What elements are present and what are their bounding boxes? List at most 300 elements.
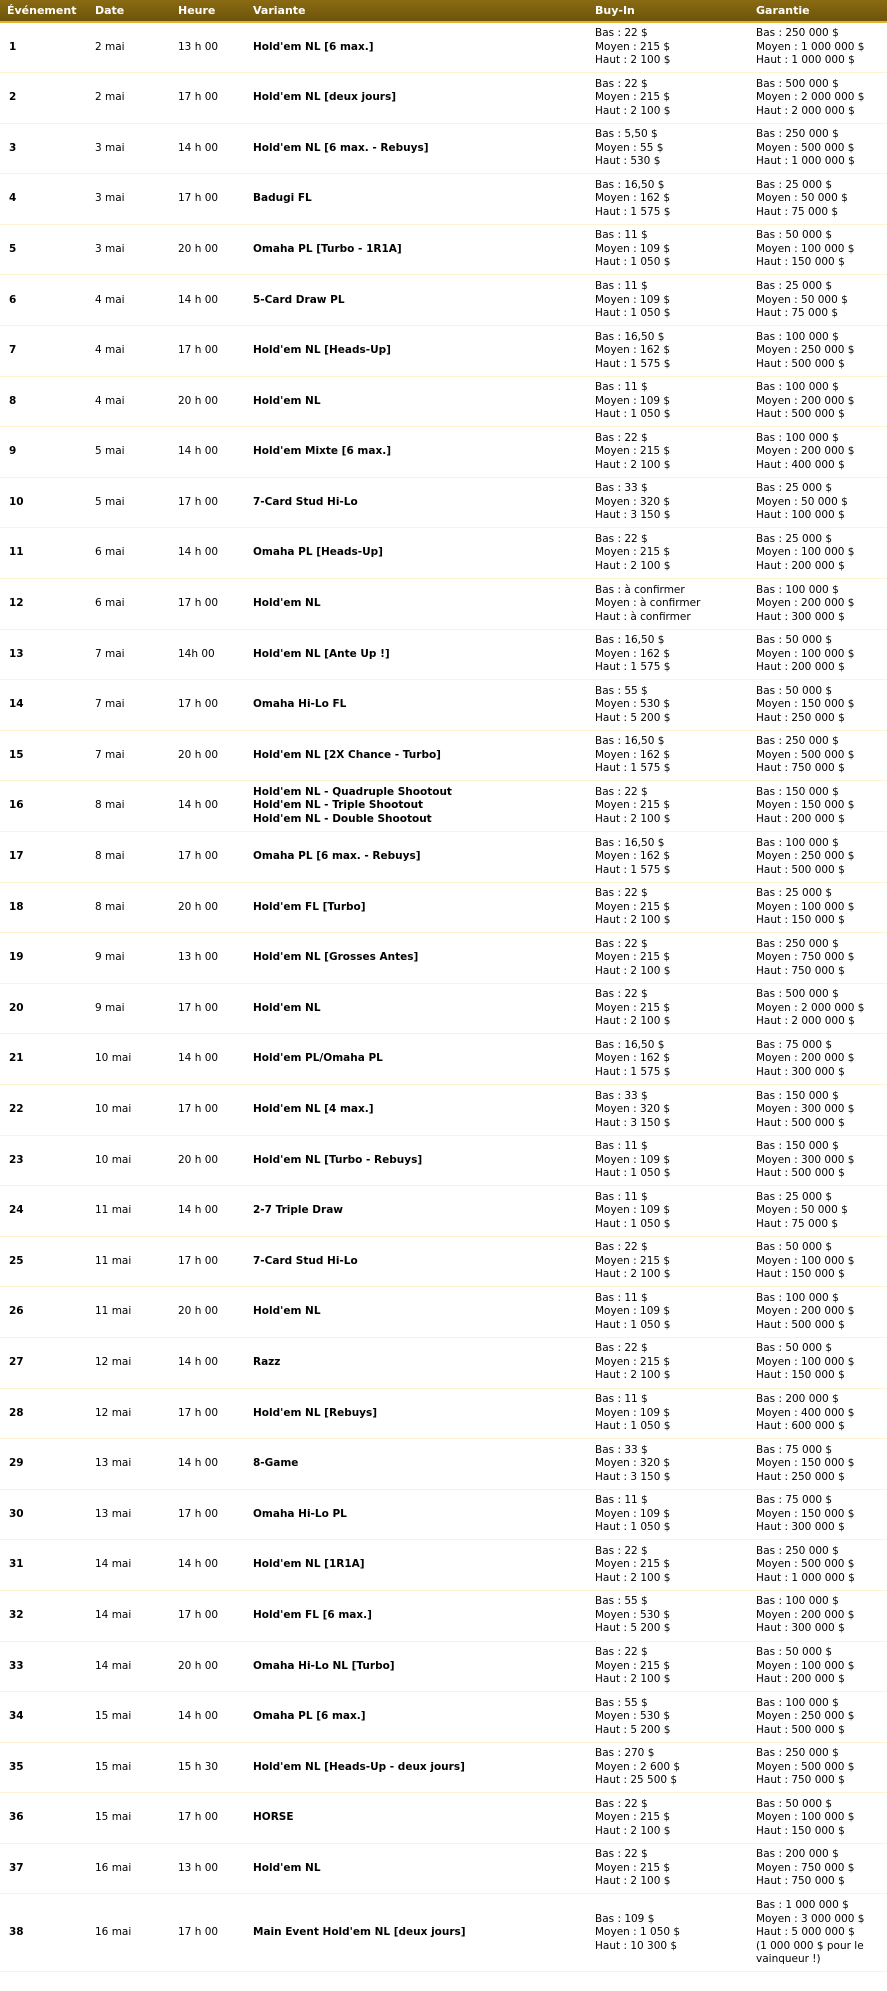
event-variant: [246, 73, 588, 124]
event-buyin-line: Haut : 1 050 $: [595, 307, 671, 320]
event-buyin: [588, 1236, 749, 1287]
event-guarantee-line: Bas : 50 000 $: [756, 229, 833, 242]
event-guarantee-line: Bas : 75 000 $: [756, 1443, 833, 1456]
event-variant: [246, 1337, 588, 1388]
event-guarantee-line: Moyen : 750 000 $: [756, 951, 855, 964]
event-date: 14 mai: [88, 1540, 171, 1591]
event-guarantee-line: Moyen : 100 000 $: [756, 242, 855, 255]
event-variant-line: 5-Card Draw PL: [253, 293, 345, 306]
event-guarantee: [749, 1540, 887, 1591]
event-buyin: [588, 579, 749, 630]
event-date: 12 mai: [88, 1388, 171, 1439]
event-date: 7 mai: [88, 730, 171, 781]
event-number: 20: [0, 983, 88, 1034]
event-time: 14 h 00: [171, 781, 246, 832]
event-time: 17 h 00: [171, 1894, 246, 1972]
event-guarantee-line: Moyen : 200 000 $: [756, 597, 855, 610]
event-number: 22: [0, 1084, 88, 1135]
event-buyin-line: Bas : 55 $: [595, 684, 648, 697]
table-row: [0, 1337, 887, 1388]
event-buyin-line: Moyen : 320 $: [595, 495, 671, 508]
event-buyin-line: Haut : 5 200 $: [595, 711, 671, 724]
event-variant: [246, 1894, 588, 1972]
table-row: [0, 730, 887, 781]
event-date: 14 mai: [88, 1590, 171, 1641]
event-guarantee-line: Haut : 500 000 $: [756, 1318, 845, 1331]
table-row: [0, 1084, 887, 1135]
event-buyin-line: Haut : 2 100 $: [595, 1824, 671, 1837]
event-buyin-line: Moyen : 162 $: [595, 344, 671, 357]
event-buyin-line: Moyen : 1 050 $: [595, 1926, 681, 1939]
event-variant: [246, 326, 588, 377]
event-variant-line: Hold'em NL [Turbo - Rebuys]: [253, 1153, 423, 1166]
event-guarantee-line: Bas : 50 000 $: [756, 1797, 833, 1810]
event-buyin: [588, 275, 749, 326]
event-buyin-line: Haut : 2 100 $: [595, 1673, 671, 1686]
event-guarantee-line: Bas : 50 000 $: [756, 634, 833, 647]
event-buyin: [588, 1894, 749, 1972]
event-guarantee-line: Moyen : 50 000 $: [756, 192, 848, 205]
event-guarantee-line: Bas : 500 000 $: [756, 988, 839, 1001]
event-guarantee-line: Moyen : 250 000 $: [756, 344, 855, 357]
event-date: 3 mai: [88, 224, 171, 275]
event-number: 7: [0, 326, 88, 377]
event-guarantee: [749, 1489, 887, 1540]
event-buyin-line: Moyen : 530 $: [595, 1608, 671, 1621]
event-date: 4 mai: [88, 326, 171, 377]
event-number: 30: [0, 1489, 88, 1540]
table-row: [0, 933, 887, 984]
event-buyin-line: Bas : 22 $: [595, 431, 648, 444]
event-buyin: [588, 326, 749, 377]
event-buyin-line: Bas : 11 $: [595, 1291, 648, 1304]
event-number: 12: [0, 579, 88, 630]
event-buyin-line: Haut : 3 150 $: [595, 1470, 671, 1483]
event-variant-line: Omaha PL [Heads-Up]: [253, 546, 383, 559]
event-variant-line: Hold'em NL: [253, 1861, 321, 1874]
event-guarantee-line: Haut : 150 000 $: [756, 1268, 845, 1281]
event-buyin-line: Bas : 11 $: [595, 1140, 648, 1153]
table-header-row: [0, 0, 887, 22]
event-buyin-line: Bas : 11 $: [595, 280, 648, 293]
event-guarantee-line: Bas : 500 000 $: [756, 77, 839, 90]
event-buyin-line: Haut : 1 050 $: [595, 408, 671, 421]
event-time: 20 h 00: [171, 882, 246, 933]
table-row: [0, 224, 887, 275]
event-buyin: [588, 123, 749, 174]
event-time: 17 h 00: [171, 1084, 246, 1135]
event-number: 35: [0, 1742, 88, 1793]
event-buyin-line: Bas : 22 $: [595, 77, 648, 90]
event-buyin: [588, 1742, 749, 1793]
table-row: [0, 1742, 887, 1793]
event-buyin-line: Bas : 11 $: [595, 381, 648, 394]
event-time: 14 h 00: [171, 123, 246, 174]
event-time: 14 h 00: [171, 275, 246, 326]
event-guarantee: [749, 1084, 887, 1135]
event-buyin-line: Bas : 22 $: [595, 1797, 648, 1810]
event-buyin-line: Haut : 1 575 $: [595, 762, 671, 775]
event-guarantee-line: Moyen : 100 000 $: [756, 1254, 855, 1267]
header-variant: Variante: [246, 0, 588, 22]
event-buyin-line: Moyen : 109 $: [595, 1305, 671, 1318]
event-variant-line: Hold'em NL: [253, 1001, 321, 1014]
event-buyin-line: Moyen : à confirmer: [595, 597, 701, 610]
event-variant: [246, 730, 588, 781]
event-guarantee-line: Bas : 250 000 $: [756, 937, 839, 950]
event-buyin: [588, 1337, 749, 1388]
event-buyin-line: Haut : 530 $: [595, 155, 661, 168]
event-buyin: [588, 73, 749, 124]
event-buyin-line: Haut : 3 150 $: [595, 509, 671, 522]
event-variant: [246, 933, 588, 984]
event-variant: [246, 781, 588, 832]
event-date: 2 mai: [88, 22, 171, 73]
event-guarantee-line: Bas : 25 000 $: [756, 532, 833, 545]
event-buyin-line: Haut : 2 100 $: [595, 458, 671, 471]
event-date: 10 mai: [88, 1135, 171, 1186]
event-variant: [246, 1793, 588, 1844]
event-date: 16 mai: [88, 1843, 171, 1894]
event-date: 9 mai: [88, 983, 171, 1034]
event-guarantee: [749, 528, 887, 579]
event-variant-line: Hold'em NL - Triple Shootout: [253, 799, 424, 812]
event-guarantee-line: Bas : 150 000 $: [756, 1089, 839, 1102]
event-buyin: [588, 1641, 749, 1692]
event-guarantee-line: Bas : 100 000 $: [756, 1696, 839, 1709]
event-buyin-line: Moyen : 109 $: [595, 1507, 671, 1520]
event-guarantee-line: Bas : 1 000 000 $: [756, 1899, 849, 1912]
event-variant: [246, 1742, 588, 1793]
table-row: [0, 73, 887, 124]
event-guarantee-line: Haut : 500 000 $: [756, 863, 845, 876]
event-guarantee: [749, 832, 887, 883]
event-buyin-line: Moyen : 215 $: [595, 445, 671, 458]
event-buyin-line: Moyen : 109 $: [595, 1153, 671, 1166]
event-buyin-line: Moyen : 162 $: [595, 748, 671, 761]
event-time: 14 h 00: [171, 427, 246, 478]
event-guarantee-line: Haut : 600 000 $: [756, 1420, 845, 1433]
event-buyin-line: Haut : 1 050 $: [595, 1521, 671, 1534]
event-buyin: [588, 376, 749, 427]
event-buyin-line: Haut : 10 300 $: [595, 1939, 678, 1952]
event-guarantee: [749, 1894, 887, 1972]
event-buyin-line: Moyen : 215 $: [595, 1001, 671, 1014]
event-guarantee-line: Moyen : 2 000 000 $: [756, 1001, 865, 1014]
event-guarantee: [749, 781, 887, 832]
event-guarantee-line: Moyen : 500 000 $: [756, 1558, 855, 1571]
event-guarantee-line: Moyen : 100 000 $: [756, 546, 855, 559]
event-guarantee: [749, 1186, 887, 1237]
event-time: 14 h 00: [171, 528, 246, 579]
event-variant: [246, 1540, 588, 1591]
event-time: 17 h 00: [171, 579, 246, 630]
event-guarantee-line: Haut : 750 000 $: [756, 1875, 845, 1888]
event-buyin-line: Haut : 2 100 $: [595, 914, 671, 927]
table-row: [0, 1540, 887, 1591]
event-guarantee-line: Haut : 300 000 $: [756, 610, 845, 623]
event-variant-line: Hold'em FL [Turbo]: [253, 900, 366, 913]
event-buyin-line: Bas : 22 $: [595, 937, 648, 950]
event-time: 17 h 00: [171, 73, 246, 124]
event-guarantee-line: Bas : 75 000 $: [756, 1494, 833, 1507]
event-number: 13: [0, 629, 88, 680]
event-buyin: [588, 1439, 749, 1490]
event-number: 5: [0, 224, 88, 275]
event-time: 13 h 00: [171, 22, 246, 73]
event-guarantee-line: Haut : 500 000 $: [756, 357, 845, 370]
event-date: 4 mai: [88, 275, 171, 326]
event-buyin-line: Bas : 22 $: [595, 887, 648, 900]
event-variant: [246, 22, 588, 73]
event-date: 16 mai: [88, 1894, 171, 1972]
table-row: [0, 427, 887, 478]
event-guarantee: [749, 1590, 887, 1641]
event-guarantee-line: Moyen : 150 000 $: [756, 698, 855, 711]
event-buyin-line: Moyen : 320 $: [595, 1457, 671, 1470]
event-variant-line: Omaha PL [Turbo - 1R1A]: [253, 242, 402, 255]
event-variant-line: Hold'em NL [1R1A]: [253, 1558, 365, 1571]
event-guarantee: [749, 123, 887, 174]
event-time: 20 h 00: [171, 224, 246, 275]
event-guarantee-line: Moyen : 300 000 $: [756, 1153, 855, 1166]
event-buyin: [588, 477, 749, 528]
table-row: [0, 326, 887, 377]
event-number: 38: [0, 1894, 88, 1972]
event-buyin-line: Moyen : 162 $: [595, 1052, 671, 1065]
event-guarantee-line: Bas : 25 000 $: [756, 482, 833, 495]
event-variant-line: Omaha Hi-Lo FL: [253, 698, 347, 711]
event-time: 20 h 00: [171, 1641, 246, 1692]
table-row: [0, 275, 887, 326]
event-time: 17 h 00: [171, 1236, 246, 1287]
event-number: 18: [0, 882, 88, 933]
event-guarantee: [749, 224, 887, 275]
event-buyin-line: Bas : 11 $: [595, 1393, 648, 1406]
event-variant: [246, 1084, 588, 1135]
event-buyin-line: Haut : 1 575 $: [595, 661, 671, 674]
event-guarantee-line: Moyen : 200 000 $: [756, 445, 855, 458]
event-guarantee-line: Moyen : 2 000 000 $: [756, 91, 865, 104]
event-guarantee-line: Bas : 25 000 $: [756, 178, 833, 191]
event-guarantee-line: Haut : 150 000 $: [756, 1824, 845, 1837]
event-number: 29: [0, 1439, 88, 1490]
event-guarantee: [749, 882, 887, 933]
event-date: 7 mai: [88, 629, 171, 680]
event-variant-line: Hold'em NL [Ante Up !]: [253, 647, 390, 660]
event-variant-line: HORSE: [253, 1811, 294, 1824]
table-row: [0, 1489, 887, 1540]
event-time: 14 h 00: [171, 1186, 246, 1237]
event-time: 17 h 00: [171, 1590, 246, 1641]
table-row: [0, 781, 887, 832]
event-buyin: [588, 933, 749, 984]
event-variant: [246, 1692, 588, 1743]
event-guarantee-line: Haut : 500 000 $: [756, 1723, 845, 1736]
event-buyin: [588, 1135, 749, 1186]
event-number: 10: [0, 477, 88, 528]
event-date: 7 mai: [88, 680, 171, 731]
event-time: 20 h 00: [171, 1287, 246, 1338]
event-guarantee-line: Bas : 250 000 $: [756, 735, 839, 748]
event-variant: [246, 1439, 588, 1490]
event-buyin: [588, 1287, 749, 1338]
event-buyin-line: Bas : 22 $: [595, 532, 648, 545]
table-row: [0, 1034, 887, 1085]
event-number: 19: [0, 933, 88, 984]
table-row: [0, 680, 887, 731]
event-number: 1: [0, 22, 88, 73]
event-variant-line: Omaha Hi-Lo NL [Turbo]: [253, 1659, 395, 1672]
event-guarantee: [749, 983, 887, 1034]
event-buyin-line: Moyen : 215 $: [595, 40, 671, 53]
event-date: 3 mai: [88, 123, 171, 174]
event-guarantee-line: Bas : 250 000 $: [756, 1544, 839, 1557]
event-variant: [246, 983, 588, 1034]
event-buyin-line: Bas : 5,50 $: [595, 128, 658, 141]
event-buyin-line: Haut : 1 575 $: [595, 357, 671, 370]
event-variant-line: Hold'em NL [deux jours]: [253, 91, 397, 104]
event-buyin-line: Moyen : 215 $: [595, 1811, 671, 1824]
event-variant: [246, 1186, 588, 1237]
event-buyin-line: Moyen : 109 $: [595, 293, 671, 306]
table-row: [0, 1894, 887, 1972]
event-buyin-line: Moyen : 530 $: [595, 698, 671, 711]
event-number: 34: [0, 1692, 88, 1743]
table-row: [0, 1439, 887, 1490]
event-date: 11 mai: [88, 1236, 171, 1287]
event-guarantee-line: Haut : 200 000 $: [756, 1673, 845, 1686]
event-buyin-line: Haut : 1 050 $: [595, 256, 671, 269]
event-buyin-line: Moyen : 215 $: [595, 1861, 671, 1874]
event-buyin-line: Moyen : 215 $: [595, 900, 671, 913]
event-buyin: [588, 1540, 749, 1591]
event-number: 4: [0, 174, 88, 225]
event-variant-line: Hold'em NL: [253, 394, 321, 407]
event-buyin-line: Moyen : 215 $: [595, 91, 671, 104]
event-variant: [246, 477, 588, 528]
event-variant: [246, 1034, 588, 1085]
event-guarantee-line: Bas : 200 000 $: [756, 1393, 839, 1406]
event-buyin: [588, 427, 749, 478]
event-buyin-line: Haut : 2 100 $: [595, 1369, 671, 1382]
event-buyin-line: Moyen : 215 $: [595, 1558, 671, 1571]
table-row: [0, 579, 887, 630]
event-buyin-line: Bas : 22 $: [595, 1848, 648, 1861]
event-buyin-line: Bas : 33 $: [595, 1089, 648, 1102]
event-guarantee-line: Haut : 100 000 $: [756, 509, 845, 522]
event-buyin-line: Moyen : 109 $: [595, 242, 671, 255]
event-guarantee-line: Haut : 300 000 $: [756, 1622, 845, 1635]
event-buyin: [588, 528, 749, 579]
event-buyin: [588, 730, 749, 781]
event-guarantee-line: Moyen : 150 000 $: [756, 799, 855, 812]
event-buyin-line: Haut : 1 050 $: [595, 1318, 671, 1331]
event-buyin-line: Haut : 2 100 $: [595, 1571, 671, 1584]
event-buyin: [588, 1186, 749, 1237]
event-guarantee: [749, 376, 887, 427]
event-variant: [246, 629, 588, 680]
event-number: 16: [0, 781, 88, 832]
event-guarantee-line: Moyen : 750 000 $: [756, 1861, 855, 1874]
event-buyin-line: Moyen : 215 $: [595, 1659, 671, 1672]
event-buyin-line: Moyen : 109 $: [595, 394, 671, 407]
event-date: 8 mai: [88, 781, 171, 832]
table-row: [0, 1236, 887, 1287]
event-buyin-line: Bas : 22 $: [595, 1241, 648, 1254]
event-variant-line: Hold'em NL [Heads-Up - deux jours]: [253, 1760, 465, 1773]
event-date: 8 mai: [88, 882, 171, 933]
event-buyin-line: Bas : 16,50 $: [595, 1038, 665, 1051]
event-number: 9: [0, 427, 88, 478]
event-number: 25: [0, 1236, 88, 1287]
event-guarantee: [749, 1135, 887, 1186]
event-variant-line: Hold'em NL [2X Chance - Turbo]: [253, 748, 441, 761]
event-guarantee-line: Haut : 500 000 $: [756, 1167, 845, 1180]
event-time: 17 h 00: [171, 1489, 246, 1540]
event-buyin-line: Bas : 22 $: [595, 1646, 648, 1659]
event-guarantee-line: Moyen : 100 000 $: [756, 1811, 855, 1824]
event-guarantee-line: Haut : 200 000 $: [756, 559, 845, 572]
event-guarantee-line: Bas : 50 000 $: [756, 1241, 833, 1254]
event-time: 17 h 00: [171, 1388, 246, 1439]
event-date: 8 mai: [88, 832, 171, 883]
event-guarantee: [749, 1337, 887, 1388]
event-number: 23: [0, 1135, 88, 1186]
event-date: 10 mai: [88, 1034, 171, 1085]
event-guarantee-line: Moyen : 300 000 $: [756, 1103, 855, 1116]
event-variant: [246, 427, 588, 478]
event-date: 5 mai: [88, 477, 171, 528]
event-variant-line: Hold'em NL - Quadruple Shootout: [253, 785, 452, 798]
event-variant-line: Hold'em NL - Double Shootout: [253, 812, 432, 825]
event-guarantee-line: Haut : 1 000 000 $: [756, 155, 855, 168]
event-variant-line: Hold'em FL [6 max.]: [253, 1608, 372, 1621]
event-time: 14 h 00: [171, 1540, 246, 1591]
event-buyin-line: Haut : 2 100 $: [595, 104, 671, 117]
event-guarantee-line: Bas : 250 000 $: [756, 1747, 839, 1760]
event-guarantee: [749, 1742, 887, 1793]
event-number: 33: [0, 1641, 88, 1692]
event-variant-line: Hold'em NL [6 max. - Rebuys]: [253, 141, 429, 154]
event-guarantee-line: Moyen : 150 000 $: [756, 1507, 855, 1520]
table-row: [0, 376, 887, 427]
table-row: [0, 477, 887, 528]
event-buyin-line: Bas : 109 $: [595, 1912, 655, 1925]
event-date: 3 mai: [88, 174, 171, 225]
event-buyin-line: Haut : 2 100 $: [595, 54, 671, 67]
event-date: 15 mai: [88, 1793, 171, 1844]
event-variant: [246, 123, 588, 174]
event-time: 20 h 00: [171, 730, 246, 781]
event-buyin-line: Haut : 5 200 $: [595, 1723, 671, 1736]
event-guarantee-line: Haut : 250 000 $: [756, 1470, 845, 1483]
event-guarantee-line: Bas : 100 000 $: [756, 431, 839, 444]
event-time: 14 h 00: [171, 1439, 246, 1490]
event-variant-line: Badugi FL: [253, 192, 312, 205]
event-guarantee-line: Bas : 200 000 $: [756, 1848, 839, 1861]
event-buyin: [588, 680, 749, 731]
event-buyin-line: Moyen : 109 $: [595, 1204, 671, 1217]
event-number: 6: [0, 275, 88, 326]
event-buyin-line: Haut : 1 050 $: [595, 1420, 671, 1433]
table-row: [0, 528, 887, 579]
event-guarantee-line: Bas : 150 000 $: [756, 1140, 839, 1153]
event-variant-line: Omaha PL [6 max.]: [253, 1710, 366, 1723]
event-guarantee-line: Bas : 50 000 $: [756, 1342, 833, 1355]
event-guarantee: [749, 1641, 887, 1692]
event-date: 4 mai: [88, 376, 171, 427]
